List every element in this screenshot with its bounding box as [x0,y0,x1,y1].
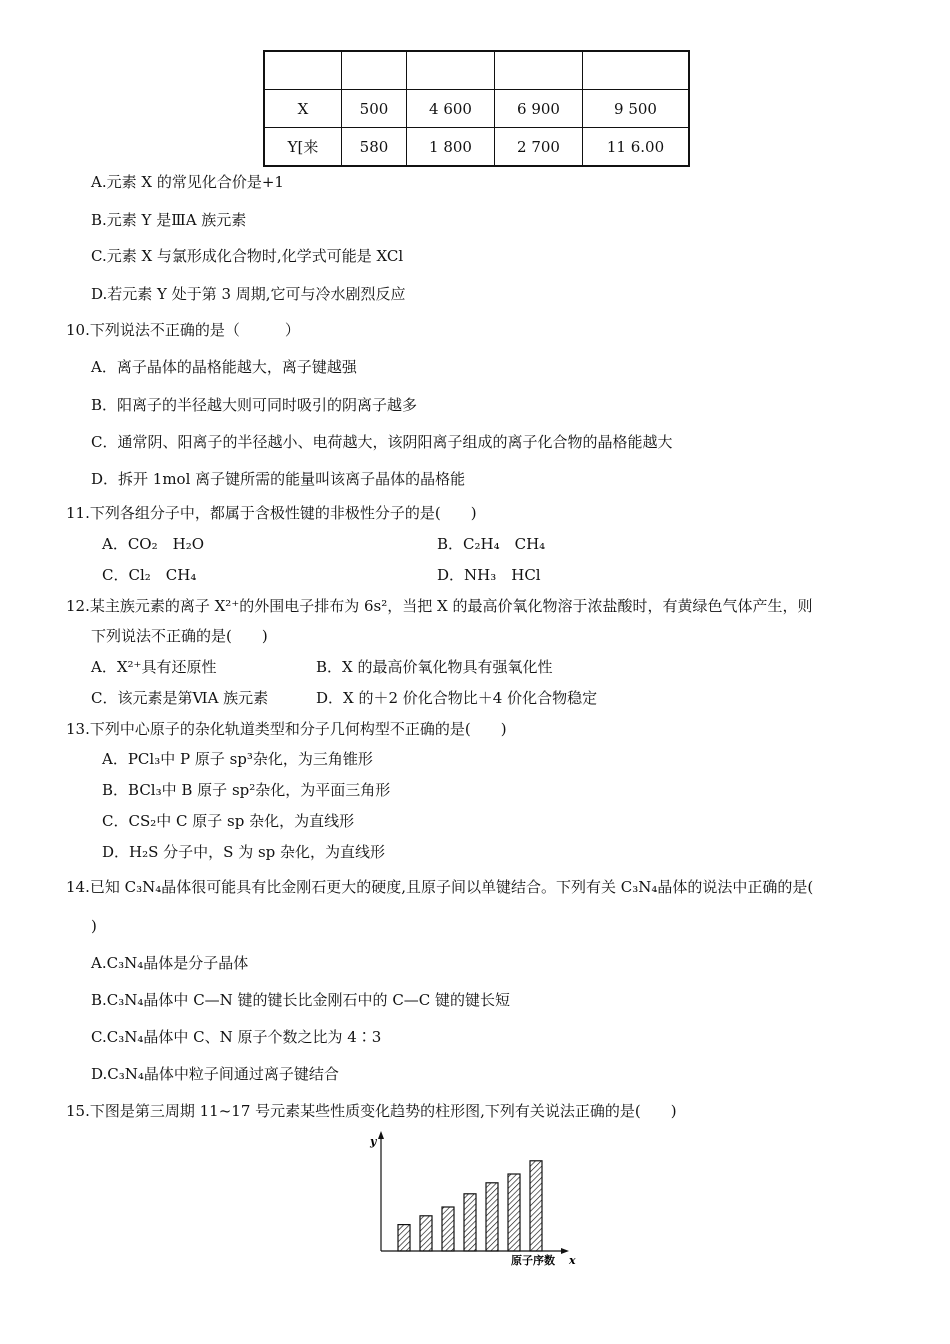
y-axis-arrow [378,1131,384,1139]
q9-option-d: D.若元素 Y 处于第 3 周期,它可与冷水剧烈反应 [91,285,406,303]
bar [442,1207,454,1251]
x-axis-label: 原子序数 [511,1254,555,1267]
table-cell: X [264,90,342,128]
q12-option-a: A．X²⁺具有还原性 [91,658,217,676]
x-axis-arrow [561,1248,569,1254]
q12-stem-line1: 12.某主族元素的离子 X²⁺的外围电子排布为 6s²，当把 X 的最高价氧化物溶于浓盐酸时，有黄绿色气体产生，则 [66,597,813,615]
table-cell: 9 500 [583,90,690,128]
q14-stem-line1: 14.已知 C₃N₄晶体很可能具有比金刚石更大的硬度,且原子间以单键结合。下列有关 C₃N₄晶体的说法中正确的是( [66,878,814,896]
q12-option-d: D．X 的＋2 价化合物比＋4 价化合物稳定 [316,689,598,707]
table-cell: 4 600 [407,90,495,128]
table-cell: 1 800 [407,128,495,167]
table-cell: 6 900 [495,90,583,128]
table-cell: Y[来 [264,128,342,167]
q10-option-b: B．阳离子的半径越大则可同时吸引的阴离子越多 [91,396,418,414]
q12-stem-line2: 下列说法不正确的是( ) [91,627,268,645]
q13-stem: 13.下列中心原子的杂化轨道类型和分子几何构型不正确的是( ) [66,720,507,738]
q14-option-b: B.C₃N₄晶体中 C—N 键的键长比金刚石中的 C—C 键的键长短 [91,991,511,1009]
q12-option-c: C．该元素是第ⅥA 族元素 [91,689,269,707]
header-cell [264,51,342,90]
table-cell: 580 [342,128,407,167]
bars-group [398,1161,542,1251]
q12-option-b: B．X 的最高价氧化物具有强氧化性 [316,658,553,676]
ionization-table [263,50,690,167]
table-cell: 500 [342,90,407,128]
bar [420,1216,432,1251]
q14-option-c: C.C₃N₄晶体中 C、N 原子个数之比为 4∶3 [91,1028,382,1046]
q11-option-c: C．Cl₂ CH₄ [102,566,197,584]
table-cell: 2 700 [495,128,583,167]
q14-option-a: A.C₃N₄晶体是分子晶体 [91,954,249,972]
bar [464,1194,476,1251]
table-header-row [264,51,689,90]
bar-chart [368,1130,588,1270]
header-cell [583,51,690,90]
q14-option-d: D.C₃N₄晶体中粒子间通过离子键结合 [91,1065,339,1083]
q10-option-c: C．通常阴、阳离子的半径越小、电荷越大，该阴阳离子组成的离子化合物的晶格能越大 [91,433,673,451]
q10-stem: 10.下列说法不正确的是（ ） [66,321,300,339]
header-cell [495,51,583,90]
q11-option-a: A．CO₂ H₂O [102,535,205,553]
bar [486,1183,498,1251]
table-row [264,90,689,128]
bar [398,1225,410,1251]
q13-option-c: C．CS₂中 C 原子 sp 杂化，为直线形 [102,812,355,830]
table-cell: 11 6.00 [583,128,690,167]
q10-option-d: D．拆开 1mol 离子键所需的能量叫该离子晶体的晶格能 [91,470,466,488]
header-cell [342,51,407,90]
q15-stem: 15.下图是第三周期 11~17 号元素某些性质变化趋势的柱形图,下列有关说法正确的是( ) [66,1102,677,1120]
q10-option-a: A．离子晶体的晶格能越大，离子键越强 [91,358,357,376]
q14-stem-line2: ) [91,917,97,935]
header-cell [407,51,495,90]
q11-option-d: D．NH₃ HCl [437,566,541,584]
q9-option-a: A.元素 X 的常见化合价是+1 [91,173,284,191]
q9-option-b: B.元素 Y 是ⅢA 族元素 [91,211,247,229]
y-axis-letter: y [370,1135,377,1148]
x-axis-letter: x [569,1254,576,1267]
bar [530,1161,542,1251]
q13-option-b: B．BCl₃中 B 原子 sp²杂化，为平面三角形 [102,781,391,799]
q13-option-d: D．H₂S 分子中，S 为 sp 杂化，为直线形 [102,843,386,861]
bar [508,1174,520,1251]
q13-option-a: A．PCl₃中 P 原子 sp³杂化，为三角锥形 [102,750,373,768]
q11-option-b: B．C₂H₄ CH₄ [437,535,546,553]
q11-stem: 11.下列各组分子中，都属于含极性键的非极性分子的是( ) [66,504,477,522]
table-row [264,128,689,167]
q9-option-c: C.元素 X 与氯形成化合物时,化学式可能是 XCl [91,247,404,265]
